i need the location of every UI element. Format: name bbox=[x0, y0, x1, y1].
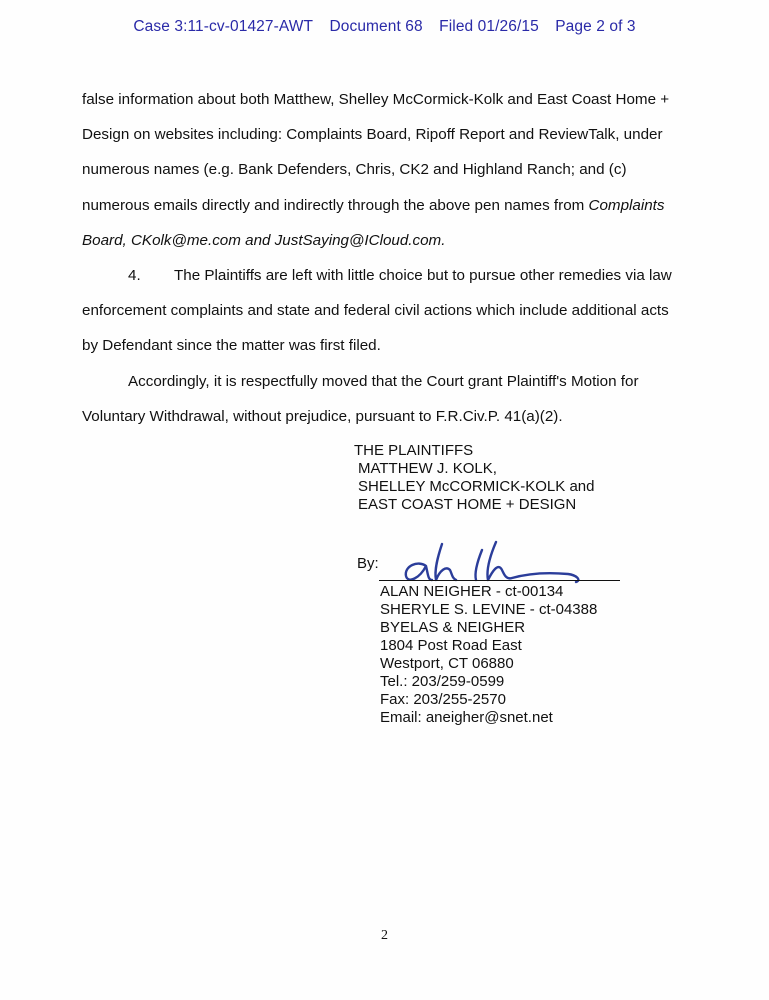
law-firm: BYELAS & NEIGHER bbox=[380, 619, 526, 636]
filed-date: Filed 01/26/15 bbox=[439, 18, 539, 35]
attorney-name: ALAN NEIGHER - ct-00134 bbox=[380, 583, 564, 600]
attorney-block bbox=[380, 583, 597, 727]
address-line: Westport, CT 06880 bbox=[380, 655, 514, 672]
case-number: Case 3:11-cv-01427-AWT bbox=[133, 18, 314, 35]
page-number: 2 bbox=[381, 928, 388, 943]
paragraph-4 bbox=[82, 258, 682, 364]
text-line: false information about both Matthew, Shelley McCormick-Kolk and East Coast Home + bbox=[82, 91, 670, 108]
paragraph-continued bbox=[82, 82, 682, 258]
plaintiff-name: SHELLEY McCORMICK-KOLK and bbox=[358, 478, 595, 495]
text-line bbox=[82, 258, 682, 293]
text-italic: Complaints bbox=[588, 196, 665, 214]
text-line: Board, CKolk@me.com and JustSaying@ICloud.com. bbox=[82, 231, 446, 249]
by-label: By: bbox=[357, 555, 379, 572]
text-line: numerous names (e.g. Bank Defenders, Chris, CK2 and Highland Ranch; and (c) bbox=[82, 161, 627, 179]
fax: Fax: 203/255-2570 bbox=[380, 691, 506, 708]
page-indicator: Page 2 of 3 bbox=[555, 18, 636, 35]
paragraph-conclusion bbox=[82, 364, 682, 434]
telephone: Tel.: 203/259-0599 bbox=[380, 673, 505, 690]
paragraph-number: 4. bbox=[128, 267, 141, 284]
text-line: enforcement complaints and state and federal civil actions which include additional acts bbox=[82, 302, 669, 320]
text-line: Accordingly, it is respectfully moved that the Court grant Plaintiff's Motion for bbox=[128, 373, 639, 390]
text-regular: The Plaintiffs are left with little choice but to pursue other remedies via law bbox=[174, 267, 672, 284]
plaintiffs-heading: THE PLAINTIFFS bbox=[354, 442, 474, 459]
address-line: 1804 Post Road East bbox=[380, 637, 522, 654]
text-line: Design on websites including: Complaints Board, Ripoff Report and ReviewTalk, under bbox=[82, 126, 663, 144]
text-regular: numerous emails directly and indirectly through the above pen names from bbox=[82, 196, 589, 214]
case-header bbox=[0, 18, 769, 36]
text-line bbox=[82, 188, 682, 223]
text-line: Voluntary Withdrawal, without prejudice, pursuant to F.R.Civ.P. 41(a)(2). bbox=[82, 408, 563, 426]
text-line: by Defendant since the matter was first filed. bbox=[82, 337, 381, 355]
email: Email: aneigher@snet.net bbox=[380, 709, 553, 726]
document-number: Document 68 bbox=[329, 18, 423, 35]
attorney-name: SHERYLE S. LEVINE - ct-04388 bbox=[380, 601, 598, 618]
plaintiff-name: MATTHEW J. KOLK, bbox=[358, 460, 497, 477]
signature-line bbox=[379, 580, 620, 581]
plaintiff-name: EAST COAST HOME + DESIGN bbox=[358, 496, 577, 513]
plaintiffs-block bbox=[354, 442, 594, 514]
